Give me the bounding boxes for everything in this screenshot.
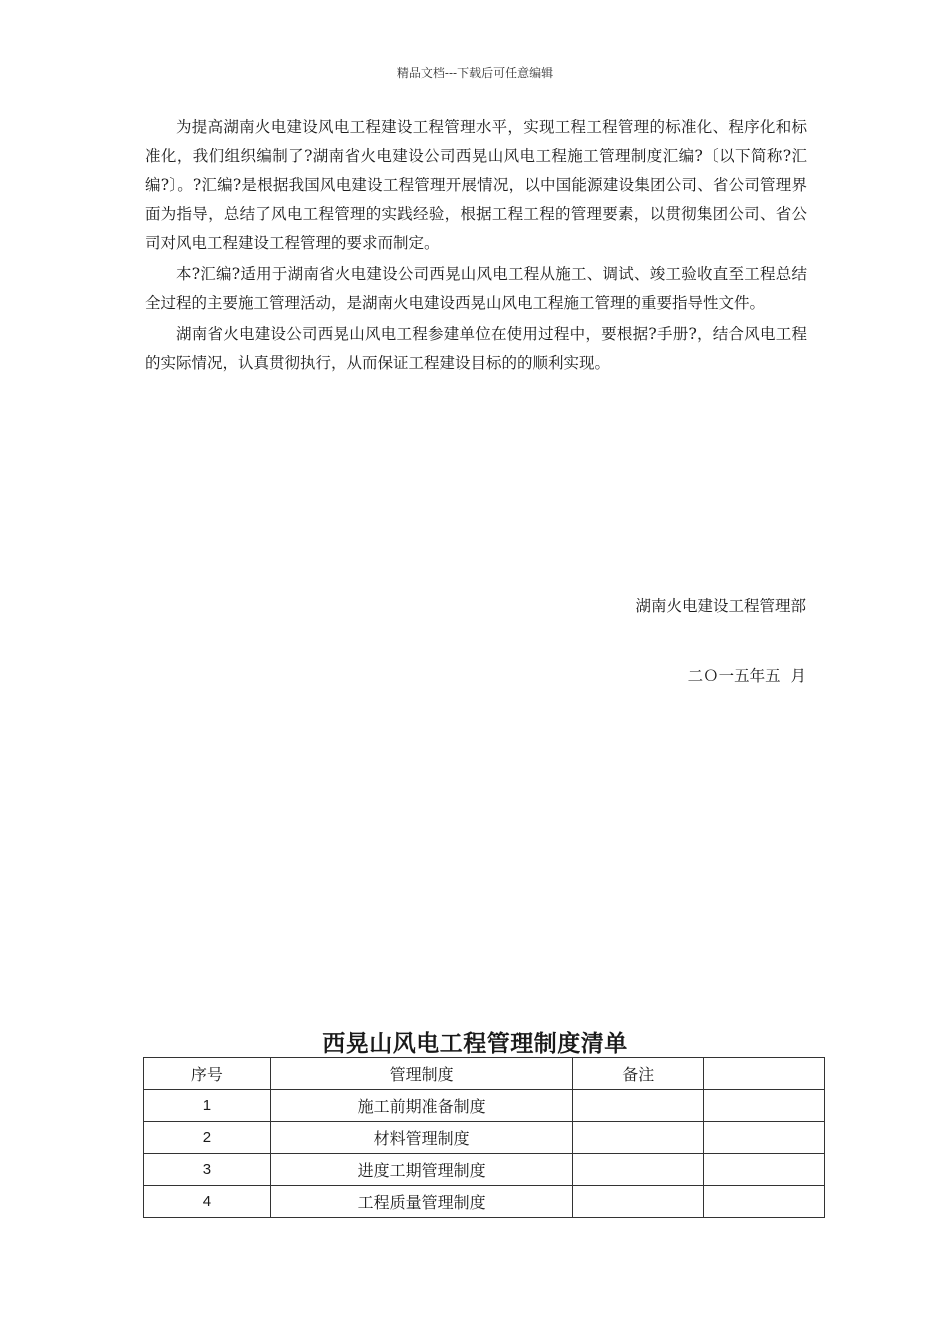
row-extra: [704, 1154, 825, 1186]
header-note: 备注: [573, 1058, 704, 1090]
intro-text: [145, 113, 807, 380]
row-note: [573, 1154, 704, 1186]
row-name: 材料管理制度: [270, 1122, 573, 1154]
table-row: [144, 1186, 825, 1218]
intro-paragraph-2: 本?汇编?适用于湖南省火电建设公司西晃山风电工程从施工、调试、竣工验收直至工程总结全过程的主要施工管理活动，是湖南火电建设西晃山风电工程施工管理的重要指导性文件。: [145, 265, 807, 312]
row-no: 2: [144, 1122, 271, 1154]
header-no: 序号: [144, 1058, 271, 1090]
row-no: 3: [144, 1154, 271, 1186]
list-title: 西晃山风电工程管理制度清单: [322, 1030, 628, 1057]
intro-paragraph-3: 湖南省火电建设公司西晃山风电工程参建单位在使用过程中，要根据?手册?，结合风电工程的实际情况，认真贯彻执行，从而保证工程建设目标的的顺利实现。: [145, 325, 807, 372]
row-extra: [704, 1186, 825, 1218]
regulation-table: [143, 1057, 825, 1218]
intro-paragraph-1: 为提高湖南火电建设风电工程建设工程管理水平，实现工程工程管理的标准化、程序化和标准化，我们组织编制了?湖南省火电建设公司西晃山风电工程施工管理制度汇编?〔以下简称?汇编?〕。?汇编?是根据我国风电建设工程管理开展情况，以中国能源建设集团公司、省公司管理界面为指导，总结了风电工程管理的实践经验，根据工程工程的管理要素，以贯彻集团公司、省公司对风电工程建设工程管理的要求而制定。: [145, 118, 807, 252]
table-header-row: [144, 1058, 825, 1090]
row-extra: [704, 1122, 825, 1154]
header-name: 管理制度: [270, 1058, 573, 1090]
row-name: 工程质量管理制度: [270, 1186, 573, 1218]
row-note: [573, 1090, 704, 1122]
row-name: 进度工期管理制度: [270, 1154, 573, 1186]
row-name: 施工前期准备制度: [270, 1090, 573, 1122]
row-note: [573, 1122, 704, 1154]
table-row: [144, 1154, 825, 1186]
header-extra: [704, 1058, 825, 1090]
row-no: 1: [144, 1090, 271, 1122]
table-row: [144, 1122, 825, 1154]
signature-date: 二Ｏ一五年五 月: [687, 667, 806, 685]
table-row: [144, 1090, 825, 1122]
page-header: 精品文档---下载后可任意编辑: [396, 66, 554, 80]
signature-org: 湖南火电建设工程管理部: [635, 597, 806, 615]
row-note: [573, 1186, 704, 1218]
row-extra: [704, 1090, 825, 1122]
row-no: 4: [144, 1186, 271, 1218]
